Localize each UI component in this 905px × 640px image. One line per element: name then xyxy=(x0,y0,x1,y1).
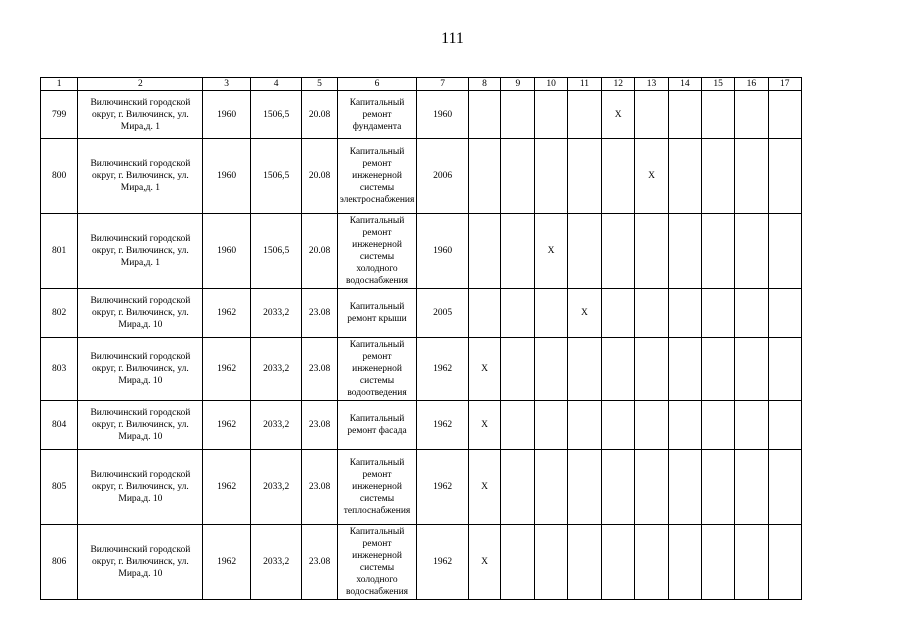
column-header: 4 xyxy=(250,78,301,91)
c11-mark-cell xyxy=(567,450,601,525)
c10-mark-cell xyxy=(535,338,567,401)
row-number-cell: 802 xyxy=(41,289,78,338)
c17-mark-cell xyxy=(768,525,801,600)
c8-mark-cell xyxy=(468,214,500,289)
row-number-cell: 803 xyxy=(41,338,78,401)
address-cell: Вилючинский городской округ, г. Вилючинск, ул. Мира,д. 1 xyxy=(78,139,203,214)
table-row xyxy=(41,401,802,450)
column-header: 8 xyxy=(468,78,500,91)
column-header: 2 xyxy=(78,78,203,91)
c12-mark-cell xyxy=(602,450,635,525)
c16-mark-cell xyxy=(735,289,768,338)
c10-mark-cell xyxy=(535,139,567,214)
work-type-cell: Капитальный ремонт инженерной системы электроснабжения xyxy=(337,139,417,214)
work-type-cell: Капитальный ремонт инженерной системы теплоснабжения xyxy=(337,450,417,525)
c13-mark-cell xyxy=(635,450,668,525)
column-header: 3 xyxy=(203,78,250,91)
c7-year-cell: 1960 xyxy=(417,91,468,139)
table-row xyxy=(41,289,802,338)
c16-mark-cell xyxy=(735,450,768,525)
c17-mark-cell xyxy=(768,450,801,525)
address-cell: Вилючинский городской округ, г. Вилючинск, ул. Мира,д. 10 xyxy=(78,289,203,338)
c15-mark-cell xyxy=(701,214,734,289)
column-header: 1 xyxy=(41,78,78,91)
repair-schedule-table xyxy=(40,77,802,600)
table-row xyxy=(41,214,802,289)
c14-mark-cell xyxy=(668,401,701,450)
c17-mark-cell xyxy=(768,214,801,289)
build-year-cell: 1962 xyxy=(203,450,250,525)
c13-mark-cell xyxy=(635,401,668,450)
c16-mark-cell xyxy=(735,525,768,600)
c11-mark-cell xyxy=(567,525,601,600)
total-area-cell: 1506,5 xyxy=(250,91,301,139)
c12-mark-cell xyxy=(602,289,635,338)
column-header: 6 xyxy=(337,78,417,91)
c10-mark-cell xyxy=(535,401,567,450)
row-number-cell: 799 xyxy=(41,91,78,139)
c15-mark-cell xyxy=(701,401,734,450)
c9-mark-cell xyxy=(501,525,535,600)
total-area-cell: 2033,2 xyxy=(250,450,301,525)
c11-mark-cell xyxy=(567,139,601,214)
c9-mark-cell xyxy=(501,289,535,338)
c9-mark-cell xyxy=(501,91,535,139)
c16-mark-cell xyxy=(735,338,768,401)
c16-mark-cell xyxy=(735,139,768,214)
c12-mark-cell xyxy=(602,139,635,214)
c5-value-cell: 20.08 xyxy=(302,214,337,289)
address-cell: Вилючинский городской округ, г. Вилючинск, ул. Мира,д. 1 xyxy=(78,214,203,289)
total-area-cell: 1506,5 xyxy=(250,139,301,214)
c8-mark-cell xyxy=(468,289,500,338)
c11-mark-cell xyxy=(567,214,601,289)
build-year-cell: 1960 xyxy=(203,214,250,289)
column-header: 5 xyxy=(302,78,337,91)
address-cell: Вилючинский городской округ, г. Вилючинск, ул. Мира,д. 10 xyxy=(78,401,203,450)
c14-mark-cell xyxy=(668,338,701,401)
c11-mark-cell: X xyxy=(567,289,601,338)
total-area-cell: 2033,2 xyxy=(250,289,301,338)
row-number-cell: 805 xyxy=(41,450,78,525)
c8-mark-cell: X xyxy=(468,525,500,600)
c10-mark-cell xyxy=(535,525,567,600)
c14-mark-cell xyxy=(668,214,701,289)
c12-mark-cell xyxy=(602,401,635,450)
c15-mark-cell xyxy=(701,525,734,600)
c7-year-cell: 2005 xyxy=(417,289,468,338)
c16-mark-cell xyxy=(735,91,768,139)
c13-mark-cell xyxy=(635,91,668,139)
c13-mark-cell xyxy=(635,289,668,338)
c10-mark-cell xyxy=(535,91,567,139)
c17-mark-cell xyxy=(768,139,801,214)
c5-value-cell: 20.08 xyxy=(302,91,337,139)
build-year-cell: 1962 xyxy=(203,401,250,450)
c5-value-cell: 20.08 xyxy=(302,139,337,214)
work-type-cell: Капитальный ремонт фундамента xyxy=(337,91,417,139)
c14-mark-cell xyxy=(668,525,701,600)
build-year-cell: 1960 xyxy=(203,91,250,139)
c8-mark-cell xyxy=(468,91,500,139)
column-header: 16 xyxy=(735,78,768,91)
c16-mark-cell xyxy=(735,214,768,289)
c8-mark-cell: X xyxy=(468,338,500,401)
row-number-cell: 806 xyxy=(41,525,78,600)
c5-value-cell: 23.08 xyxy=(302,289,337,338)
c15-mark-cell xyxy=(701,139,734,214)
c7-year-cell: 1962 xyxy=(417,401,468,450)
c14-mark-cell xyxy=(668,91,701,139)
address-cell: Вилючинский городской округ, г. Вилючинск, ул. Мира,д. 10 xyxy=(78,525,203,600)
column-header: 12 xyxy=(602,78,635,91)
table-row xyxy=(41,91,802,139)
row-number-cell: 801 xyxy=(41,214,78,289)
work-type-cell: Капитальный ремонт инженерной системы холодного водоснабжения xyxy=(337,525,417,600)
total-area-cell: 2033,2 xyxy=(250,338,301,401)
c13-mark-cell xyxy=(635,338,668,401)
c15-mark-cell xyxy=(701,450,734,525)
column-header: 10 xyxy=(535,78,567,91)
c7-year-cell: 1962 xyxy=(417,525,468,600)
table-row xyxy=(41,450,802,525)
header-row xyxy=(41,78,802,91)
column-header: 17 xyxy=(768,78,801,91)
c16-mark-cell xyxy=(735,401,768,450)
c11-mark-cell xyxy=(567,338,601,401)
total-area-cell: 2033,2 xyxy=(250,401,301,450)
c12-mark-cell xyxy=(602,338,635,401)
c9-mark-cell xyxy=(501,338,535,401)
work-type-cell: Капитальный ремонт фасада xyxy=(337,401,417,450)
c11-mark-cell xyxy=(567,91,601,139)
c9-mark-cell xyxy=(501,450,535,525)
build-year-cell: 1962 xyxy=(203,338,250,401)
c8-mark-cell: X xyxy=(468,401,500,450)
c11-mark-cell xyxy=(567,401,601,450)
page-number: 111 xyxy=(441,30,464,47)
c15-mark-cell xyxy=(701,289,734,338)
c5-value-cell: 23.08 xyxy=(302,401,337,450)
c9-mark-cell xyxy=(501,214,535,289)
c10-mark-cell: X xyxy=(535,214,567,289)
c8-mark-cell xyxy=(468,139,500,214)
c14-mark-cell xyxy=(668,450,701,525)
c17-mark-cell xyxy=(768,289,801,338)
c7-year-cell: 1962 xyxy=(417,450,468,525)
c13-mark-cell xyxy=(635,214,668,289)
build-year-cell: 1962 xyxy=(203,289,250,338)
c10-mark-cell xyxy=(535,450,567,525)
total-area-cell: 1506,5 xyxy=(250,214,301,289)
row-number-cell: 800 xyxy=(41,139,78,214)
column-header: 14 xyxy=(668,78,701,91)
address-cell: Вилючинский городской округ, г. Вилючинск, ул. Мира,д. 1 xyxy=(78,91,203,139)
column-header: 15 xyxy=(701,78,734,91)
build-year-cell: 1960 xyxy=(203,139,250,214)
c5-value-cell: 23.08 xyxy=(302,525,337,600)
work-type-cell: Капитальный ремонт инженерной системы холодного водоснабжения xyxy=(337,214,417,289)
c5-value-cell: 23.08 xyxy=(302,450,337,525)
address-cell: Вилючинский городской округ, г. Вилючинск, ул. Мира,д. 10 xyxy=(78,450,203,525)
c5-value-cell: 23.08 xyxy=(302,338,337,401)
row-number-cell: 804 xyxy=(41,401,78,450)
column-header: 9 xyxy=(501,78,535,91)
table-body xyxy=(41,91,802,600)
c13-mark-cell: X xyxy=(635,139,668,214)
address-cell: Вилючинский городской округ, г. Вилючинск, ул. Мира,д. 10 xyxy=(78,338,203,401)
build-year-cell: 1962 xyxy=(203,525,250,600)
c9-mark-cell xyxy=(501,139,535,214)
work-type-cell: Капитальный ремонт инженерной системы водоотведения xyxy=(337,338,417,401)
c12-mark-cell: X xyxy=(602,91,635,139)
c13-mark-cell xyxy=(635,525,668,600)
c7-year-cell: 1960 xyxy=(417,214,468,289)
column-header: 11 xyxy=(567,78,601,91)
column-header: 7 xyxy=(417,78,468,91)
c14-mark-cell xyxy=(668,289,701,338)
c15-mark-cell xyxy=(701,91,734,139)
c9-mark-cell xyxy=(501,401,535,450)
table-row xyxy=(41,139,802,214)
table-row xyxy=(41,525,802,600)
work-type-cell: Капитальный ремонт крыши xyxy=(337,289,417,338)
c12-mark-cell xyxy=(602,214,635,289)
c17-mark-cell xyxy=(768,91,801,139)
c8-mark-cell: X xyxy=(468,450,500,525)
c12-mark-cell xyxy=(602,525,635,600)
table-row xyxy=(41,338,802,401)
c14-mark-cell xyxy=(668,139,701,214)
c7-year-cell: 1962 xyxy=(417,338,468,401)
c10-mark-cell xyxy=(535,289,567,338)
c15-mark-cell xyxy=(701,338,734,401)
total-area-cell: 2033,2 xyxy=(250,525,301,600)
c17-mark-cell xyxy=(768,338,801,401)
c7-year-cell: 2006 xyxy=(417,139,468,214)
c17-mark-cell xyxy=(768,401,801,450)
column-header: 13 xyxy=(635,78,668,91)
